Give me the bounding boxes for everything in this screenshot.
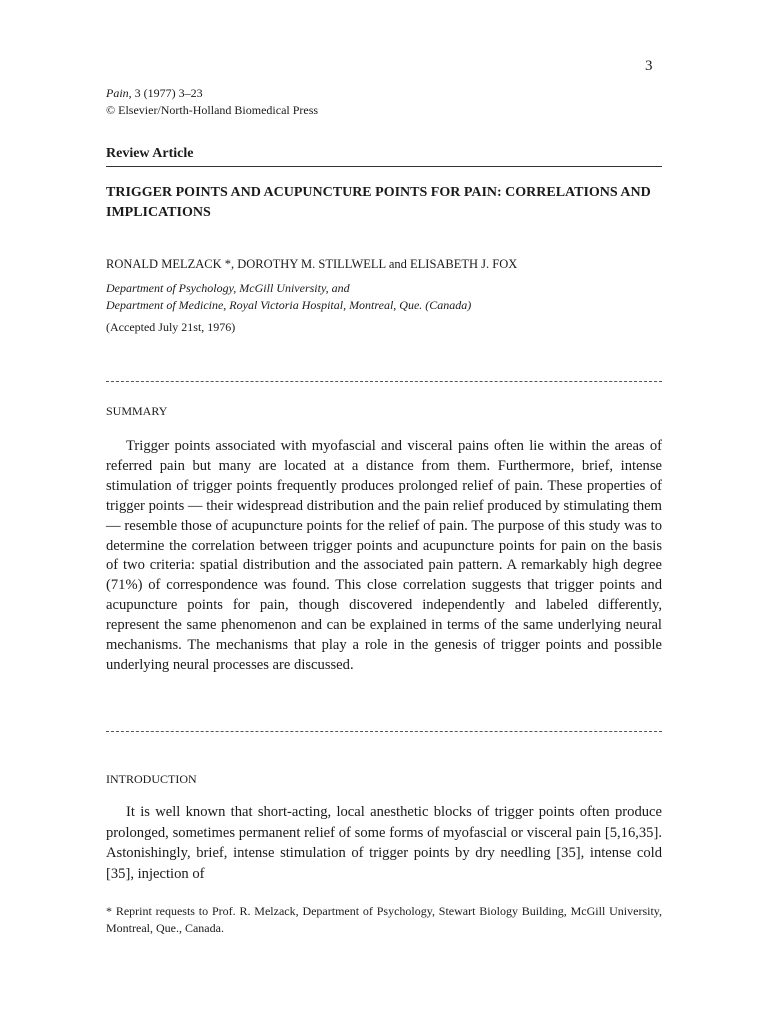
page-number: 3 [645, 58, 653, 74]
journal-citation [106, 85, 318, 102]
journal-header [106, 85, 318, 119]
article-type: Review Article [106, 146, 194, 161]
introduction-heading: INTRODUCTION [106, 772, 197, 786]
introduction-text: It is well known that short-acting, local anesthetic blocks of trigger points often produce prolonged, sometimes permanent relief of some forms of myofascial or visceral pain [5,16,35]. Astonishingly, brief, intense stimulation of trigger points by dry needling [35], intense cold [35], injection of [106, 804, 662, 882]
journal-volume: , 3 (1977) 3–23 [128, 86, 203, 100]
section-divider-top [106, 381, 662, 382]
authors: RONALD MELZACK *, DOROTHY M. STILLWELL and ELISABETH J. FOX [106, 257, 518, 271]
accepted-date: (Accepted July 21st, 1976) [106, 320, 236, 334]
summary-text: Trigger points associated with myofascial and visceral pains often lie within the areas of referred pain but many are located at a distance from them. Furthermore, brief, intense stimulation of trigger points frequently produces prolonged relief of pain. These properties of trigger points — their widespread distribution and the pain relief produced by stimulating them — resemble those of acupuncture points for the relief of pain. The purpose of this study was to determine the correlation between trigger points and acupuncture points for pain on the basis of two criteria: spatial distribution and the associated pain pattern. A remarkably high degree (71%) of correspondence was found. This close correlation suggests that trigger points and acupuncture points for pain, though discovered independently and labeled differently, represent the same phenomenon and can be explained in terms of the same underlying neural mechanisms. The mechanisms that play a role in the genesis of trigger points and possible underlying neural processes are discussed. [106, 438, 662, 673]
affiliation-line-2: Department of Medicine, Royal Victoria Hospital, Montreal, Que. (Canada) [106, 298, 472, 312]
article-title: TRIGGER POINTS AND ACUPUNCTURE POINTS FOR PAIN: CORRELATIONS AND IMPLICATIONS [106, 185, 651, 220]
header-divider [106, 166, 662, 167]
journal-publisher: © Elsevier/North-Holland Biomedical Press [106, 103, 319, 117]
affiliation-line-1: Department of Psychology, McGill University, and [106, 281, 350, 295]
section-divider-bottom [106, 731, 662, 732]
journal-name: Pain [106, 86, 129, 100]
affiliation [106, 280, 471, 314]
footnote: * Reprint requests to Prof. R. Melzack, Department of Psychology, Stewart Biology Building, McGill University, Montreal, Que., Canada. [106, 904, 662, 935]
summary-heading: SUMMARY [106, 404, 168, 418]
